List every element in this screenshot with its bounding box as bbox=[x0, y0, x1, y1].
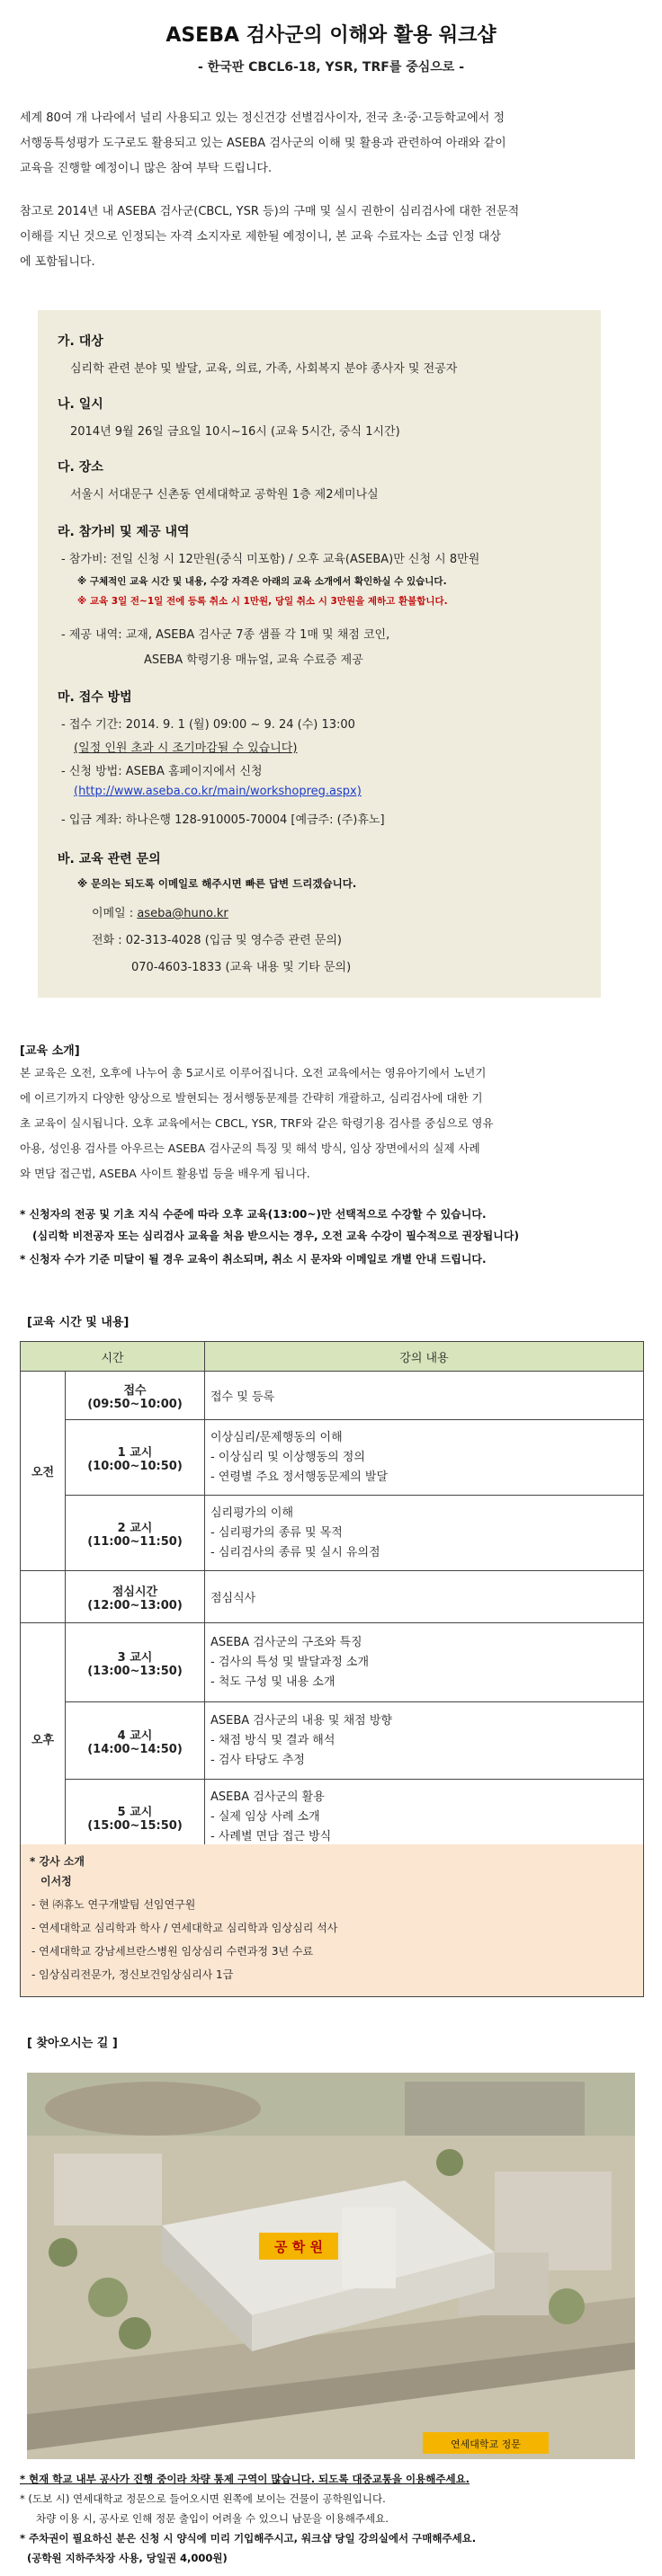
period-time: (10:00~10:50) bbox=[87, 1459, 183, 1473]
registration-method: - 신청 방법: ASEBA 홈페이지에서 신청 bbox=[61, 765, 263, 778]
content-line: ASEBA 검사군의 활용 bbox=[210, 1790, 325, 1804]
place-heading: 다. 장소 bbox=[58, 460, 103, 475]
period-name: 점심시간 bbox=[112, 1585, 158, 1599]
edu-notice-1: * 신청자의 전공 및 기초 지식 수준에 따라 오후 교육(13:00~)만 선택적으로 수강할 수 있습니다. bbox=[20, 1208, 487, 1221]
directions-note-4: * 주차권이 필요하신 분은 신청 시 양식에 미리 기입해주시고, 워크샵 당일 강의실에서 구매해주세요. bbox=[20, 2532, 477, 2545]
edu-intro-body: 본 교육은 오전, 오후에 나누어 총 5교시로 이루어집니다. 오전 교육에서는 영유아기에서 노년기 에 이르기까지 다양한 양상으로 발현되는 정서행동문제를 간략히 개괄하고, 심리검사에 대한 기 초 교육이 실시됩니다. 오후 교육에서는 CBCL, YSR, TRF와 같은 학령기용 검사를 중심으로 영유 아용, 성인용 검사를 아우르는 ASEBA 검사군의 특징 및 해석 방식, 임상 장면에서의 실제 사례 와 면담 접근법, ASEBA 사이트 활용법 등을 배우게 됩니다. bbox=[20, 1066, 494, 1180]
content-line: ASEBA 검사군의 내용 및 채점 방향 bbox=[210, 1713, 392, 1728]
lecturer-item: - 연세대학교 강남세브란스병원 임상심리 수련과정 3년 수료 bbox=[31, 1945, 314, 1958]
table-row bbox=[21, 1780, 644, 1855]
contact-email-row: 이메일 : aseba@huno.kr bbox=[92, 907, 228, 920]
lecturer-box bbox=[20, 1844, 644, 1997]
contact-email-link[interactable]: aseba@huno.kr bbox=[137, 907, 228, 920]
lecturer-item: - 연세대학교 심리학과 학사 / 연세대학교 심리학과 임상심리 석사 bbox=[31, 1922, 338, 1934]
lecturer-item: - 현 ㈜휴노 연구개발팀 선임연구원 bbox=[31, 1898, 196, 1911]
directions-heading: [ 찾아오시는 길 ] bbox=[27, 2037, 118, 2050]
schedule-header-row bbox=[21, 1342, 644, 1372]
content-line: - 사례별 면담 접근 방식 bbox=[210, 1829, 332, 1843]
provide-line-1: - 제공 내역: 교재, ASEBA 검사군 7종 샘플 각 1매 및 채점 코인, bbox=[61, 628, 390, 642]
period-name: 1 교시 bbox=[117, 1445, 153, 1460]
schedule-heading: [교육 시간 및 내용] bbox=[27, 1316, 130, 1329]
schedule-table bbox=[20, 1341, 644, 1855]
table-row bbox=[21, 1496, 644, 1571]
edu-notice-2: (심리학 비전공자 또는 심리검사 교육을 처음 받으시는 경우, 오전 교육 수강이 필수적으로 권장됩니다) bbox=[32, 1230, 519, 1242]
am-label: 오전 bbox=[21, 1372, 66, 1571]
fee-line: - 참가비: 전일 신청 시 12만원(중식 미포함) / 오후 교육(ASEBA)만 신청 시 8만원 bbox=[61, 553, 480, 566]
col-content-header: 강의 내용 bbox=[205, 1342, 644, 1372]
contact-note: ※ 문의는 되도록 이메일로 해주시면 빠른 답변 드리겠습니다. bbox=[77, 877, 357, 890]
col-time-header: 시간 bbox=[21, 1342, 205, 1372]
info-box bbox=[38, 310, 601, 998]
lecturer-name: 이서정 bbox=[40, 1875, 72, 1888]
lecturer-heading: * 강사 소개 bbox=[30, 1855, 85, 1868]
place-text: 서울시 서대문구 신촌동 연세대학교 공학원 1층 제2세미나실 bbox=[70, 488, 379, 502]
content-line: - 이상심리 및 이상행동의 정의 bbox=[210, 1450, 365, 1464]
content-line: - 척도 구성 및 내용 소개 bbox=[210, 1674, 335, 1689]
content-line: - 심리평가의 종류 및 목적 bbox=[210, 1525, 343, 1540]
edu-intro-heading: [교육 소개] bbox=[20, 1044, 80, 1058]
period-time: (14:00~14:50) bbox=[87, 1742, 183, 1756]
fee-note-2: ※ 교육 3일 전~1일 전에 등록 취소 시 1만원, 당일 취소 시 3만원을 제하고 환불합니다. bbox=[77, 596, 448, 607]
intro-paragraph-1: 세계 80여 개 나라에서 널리 사용되고 있는 정신건강 선별검사이자, 전국 초·중·고등학교에서 정 서행동특성평가 도구로도 활용되고 있는 ASEBA 검사군의 이해 및 활용과 관련하여 아래와 같이 교육을 진행할 예정이니 많은 참여 부탁 드립니다. bbox=[20, 111, 506, 175]
period-time: (15:00~15:50) bbox=[87, 1818, 183, 1833]
registration-link[interactable]: (http://www.aseba.co.kr/main/workshopreg.aspx) bbox=[74, 785, 362, 798]
content-line: - 심리검사의 종류 및 실시 유의점 bbox=[210, 1545, 380, 1559]
map-label-gate: 연세대학교 정문 bbox=[451, 2438, 521, 2450]
directions-note-1: * 현재 학교 내부 공사가 진행 중이라 차량 통제 구역이 많습니다. 되도록 대중교통을 이용해주세요. bbox=[20, 2473, 470, 2485]
content-line: ASEBA 검사군의 구조와 특징 bbox=[210, 1635, 362, 1649]
campus-map-illustration bbox=[27, 2073, 635, 2459]
pm-label: 오후 bbox=[21, 1623, 66, 1855]
registration-bank: - 입금 계좌: 하나은행 128-910005-70004 [예금주: (주)휴노] bbox=[61, 813, 385, 827]
date-text: 2014년 9월 26일 금요일 10시~16시 (교육 5시간, 중식 1시간) bbox=[70, 425, 400, 439]
content-line: 심리평가의 이해 bbox=[210, 1506, 294, 1520]
intro-paragraph-2: 참고로 2014년 내 ASEBA 검사군(CBCL, YSR 등)의 구매 및 실시 권한이 심리검사에 대한 전문적 이해를 지닌 것으로 인정되는 자격 소지자로 제한될 예정이니, 본 교육 수료자는 소급 인정 대상 에 포함됩니다. bbox=[20, 205, 520, 269]
map-label-engineering: 공 학 원 bbox=[274, 2239, 323, 2255]
target-text: 심리학 관련 분야 및 발달, 교육, 의료, 가족, 사회복지 분야 종사자 및 전공자 bbox=[70, 362, 458, 376]
content-line: 이상심리/문제행동의 이해 bbox=[210, 1430, 343, 1444]
edu-notice-3: * 신청자 수가 기준 미달이 될 경우 교육이 취소되며, 취소 시 문자와 이메일로 개별 안내 드립니다. bbox=[20, 1253, 487, 1266]
period-time: (09:50~10:00) bbox=[87, 1397, 183, 1411]
content-line: - 검사의 특성 및 발달과정 소개 bbox=[210, 1655, 370, 1669]
content-line: 점심식사 bbox=[210, 1592, 256, 1605]
period-name: 2 교시 bbox=[117, 1521, 153, 1535]
directions-note-5: (공학원 지하주차장 사용, 당일권 4,000원) bbox=[27, 2552, 228, 2564]
content-line: 접수 및 등록 bbox=[210, 1390, 275, 1404]
provide-line-2: ASEBA 학령기용 매뉴얼, 교육 수료증 제공 bbox=[144, 653, 363, 667]
target-heading: 가. 대상 bbox=[58, 334, 103, 349]
period-name: 4 교시 bbox=[117, 1728, 153, 1743]
campus-map-image bbox=[27, 2073, 635, 2459]
period-time: (12:00~13:00) bbox=[87, 1598, 183, 1612]
table-row bbox=[21, 1623, 644, 1702]
period-name: 접수 bbox=[123, 1383, 147, 1398]
content-line: - 실제 임상 사례 소개 bbox=[210, 1809, 320, 1824]
content-line: - 검사 타당도 추정 bbox=[210, 1753, 305, 1767]
contact-phone-1: 전화 : 02-313-4028 (입금 및 영수증 관련 문의) bbox=[92, 934, 342, 947]
lecturer-item: - 임상심리전문가, 정신보건임상심리사 1급 bbox=[31, 1968, 234, 1981]
directions-note-3: 차량 이용 시, 공사로 인해 정문 출입이 어려울 수 있으니 남문을 이용해주세요. bbox=[36, 2512, 389, 2525]
fee-note-1: ※ 구체적인 교육 시간 및 내용, 수강 자격은 아래의 교육 소개에서 확인하실 수 있습니다. bbox=[77, 576, 447, 587]
table-row bbox=[21, 1372, 644, 1420]
page-title: ASEBA 검사군의 이해와 활용 워크샵 bbox=[166, 24, 497, 47]
registration-heading: 마. 접수 방법 bbox=[58, 690, 132, 705]
page-subtitle: - 한국판 CBCL6-18, YSR, TRF를 중심으로 - bbox=[197, 60, 465, 75]
table-row bbox=[21, 1420, 644, 1496]
period-time: (11:00~11:50) bbox=[87, 1534, 183, 1549]
content-line: - 연령별 주요 정서행동문제의 발달 bbox=[210, 1470, 389, 1484]
content-line: - 채점 방식 및 결과 해석 bbox=[210, 1733, 335, 1747]
table-row bbox=[21, 1702, 644, 1780]
contact-heading: 바. 교육 관련 문의 bbox=[58, 852, 161, 866]
period-time: (13:00~13:50) bbox=[87, 1664, 183, 1678]
fee-heading: 라. 참가비 및 제공 내역 bbox=[58, 525, 190, 539]
contact-phone-2: 070-4603-1833 (교육 내용 및 기타 문의) bbox=[131, 961, 352, 974]
period-name: 5 교시 bbox=[117, 1805, 153, 1819]
date-heading: 나. 일시 bbox=[58, 397, 103, 412]
registration-period: - 접수 기간: 2014. 9. 1 (월) 09:00 ~ 9. 24 (수) 13:00 bbox=[61, 718, 355, 732]
table-row bbox=[21, 1571, 644, 1623]
period-name: 3 교시 bbox=[117, 1650, 153, 1665]
directions-note-2: * (도보 시) 연세대학교 정문으로 들어오시면 왼쪽에 보이는 건물이 공학원입니다. bbox=[20, 2492, 386, 2505]
registration-early-close: (일정 인원 초과 시 조기마감될 수 있습니다) bbox=[74, 742, 298, 755]
